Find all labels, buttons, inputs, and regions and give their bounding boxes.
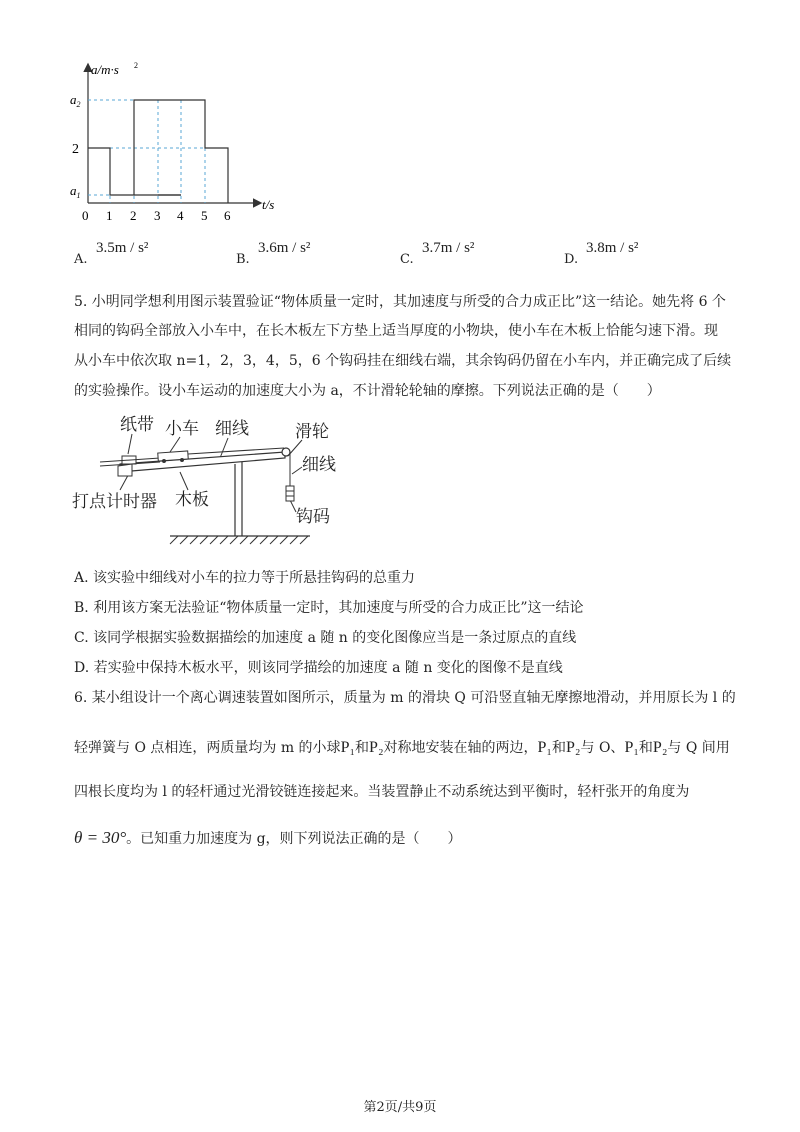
q5-line-3: 从小车中依次取 n=1，2，3，4，5，6 个钩码挂在细线右端，其余钩码仍留在小车内，并正确完成了后续 bbox=[74, 353, 732, 369]
p2-symbol-c: P₂ bbox=[652, 739, 668, 756]
option-a-value: 3.5m / s² bbox=[96, 240, 149, 256]
x-tick-3: 3 bbox=[154, 208, 161, 223]
q5-line-2: 相同的钩码全部放入小车中，在长木板左下方垫上适当厚度的小物块，使小车在木板上恰能匀速下滑。现 bbox=[74, 323, 718, 339]
q5-option-c: C. 该同学根据实验数据描绘的加速度 a 随 n 的变化图像应当是一条过原点的直线 bbox=[74, 630, 577, 646]
q6-line-2b: 对称地安装在轴的两边， bbox=[383, 740, 538, 756]
q5-option-a: A. 该实验中细线对小车的拉力等于所悬挂钩码的总重力 bbox=[74, 570, 416, 586]
label-thread-top: 细线 bbox=[215, 419, 249, 439]
pulley bbox=[282, 448, 290, 456]
x-tick-4: 4 bbox=[177, 208, 184, 223]
label-weights: 钩码 bbox=[296, 507, 330, 527]
option-d-letter: D. bbox=[564, 252, 579, 267]
p1-symbol: P₁ bbox=[340, 739, 356, 756]
x-tick-0: 0 bbox=[82, 208, 89, 223]
p2-symbol-b: P₂ bbox=[566, 739, 581, 756]
p1-symbol-b: P₁ bbox=[537, 739, 553, 756]
and-2: 和 bbox=[552, 740, 567, 756]
q6-line-2 bbox=[74, 738, 730, 758]
tick-a2: $a_2$ bbox=[70, 92, 81, 109]
x-tick-2: 2 bbox=[130, 208, 137, 223]
label-tape: 纸带 bbox=[120, 415, 154, 435]
x-tick-6: 6 bbox=[224, 208, 231, 223]
q6-line-4 bbox=[74, 828, 462, 849]
q6-line-4-text: 。已知重力加速度为 g，则下列说法正确的是（ ） bbox=[126, 831, 462, 847]
q5-line-4: 的实验操作。设小车运动的加速度大小为 a，不计滑轮轮轴的摩擦。下列说法正确的是（ ） bbox=[74, 383, 661, 399]
label-board: 木板 bbox=[175, 490, 209, 510]
q6-line-1: 6. 某小组设计一个离心调速装置如图所示，质量为 m 的滑块 Q 可沿竖直轴无摩擦地滑动，并用原长为 l 的 bbox=[74, 690, 736, 706]
page-footer: 第2页/共9页 bbox=[363, 1100, 437, 1115]
q5-option-b: B. 利用该方案无法验证“物体质量一定时，其加速度与所受的合力成正比”这一结论 bbox=[74, 600, 584, 616]
q6-line-2c: 与 O、 bbox=[580, 740, 625, 756]
board bbox=[120, 452, 285, 472]
label-pulley: 滑轮 bbox=[295, 422, 329, 442]
y-axis-exp: 2 bbox=[134, 61, 138, 70]
theta-value: θ = 30° bbox=[74, 828, 127, 847]
q5-line-1: 5. 小明同学想利用图示装置验证“物体质量一定时，其加速度与所受的合力成正比”这一结论。她先将 6 个 bbox=[74, 294, 726, 310]
option-a-letter: A. bbox=[74, 252, 88, 267]
x-axis-label: t/s bbox=[262, 197, 275, 212]
cart-apparatus-figure bbox=[70, 412, 380, 552]
q6-line-3: 四根长度均为 l 的轻杆通过光滑铰链连接起来。当装置静止不动系统达到平衡时，轻杆张开的角度为 bbox=[74, 784, 690, 800]
option-b-value: 3.6m / s² bbox=[258, 240, 311, 256]
q6-line-2d: 与 Q 间用 bbox=[667, 740, 730, 756]
y-axis-label: a/m·s bbox=[91, 62, 119, 77]
q5-option-d: D. 若实验中保持木板水平，则该同学描绘的加速度 a 随 n 变化的图像不是直线 bbox=[74, 660, 563, 676]
tick-a1: $a_1$ bbox=[70, 183, 81, 200]
tick-2: 2 bbox=[72, 142, 79, 157]
x-tick-1: 1 bbox=[106, 208, 113, 223]
option-c-letter: C. bbox=[400, 252, 414, 267]
x-tick-5: 5 bbox=[201, 208, 208, 223]
option-d-value: 3.8m / s² bbox=[586, 240, 639, 256]
and-3: 和 bbox=[638, 740, 653, 756]
acceleration-step-line bbox=[88, 100, 228, 203]
p1-symbol-c: P₁ bbox=[624, 739, 639, 756]
and-1: 和 bbox=[355, 740, 370, 756]
dashed-guides bbox=[88, 100, 228, 203]
option-c-value: 3.7m / s² bbox=[422, 240, 475, 256]
label-timer: 打点计时器 bbox=[72, 492, 157, 512]
option-b-letter: B. bbox=[236, 252, 250, 267]
wedge-block bbox=[118, 464, 132, 476]
label-thread-right: 细线 bbox=[302, 455, 336, 475]
label-cart: 小车 bbox=[165, 419, 199, 439]
p2-symbol: P₂ bbox=[369, 739, 384, 756]
acceleration-time-graph bbox=[60, 55, 290, 225]
q6-line-2a: 轻弹簧与 O 点相连，两质量均为 m 的小球 bbox=[74, 740, 341, 756]
